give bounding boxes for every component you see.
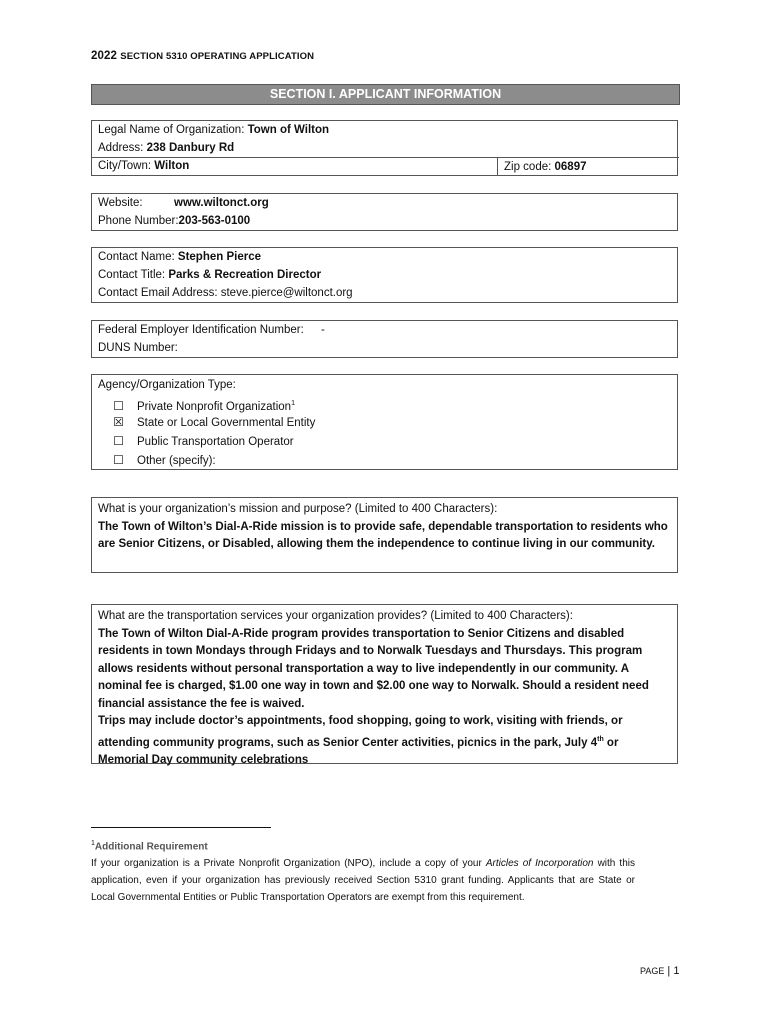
fein-row: Federal Employer Identification Number: - xyxy=(92,321,677,339)
title-year: 2022 xyxy=(91,50,117,62)
agency-type-label: Agency/Organization Type: xyxy=(98,379,236,391)
section-banner: SECTION I. APPLICANT INFORMATION xyxy=(91,84,680,105)
contact-title-value: Parks & Recreation Director xyxy=(168,269,322,281)
footnote-divider xyxy=(91,827,271,828)
services-answer-p2: Trips may include doctor’s appointments, food shopping, going to work, visiting with friends, or attending community programs, such as Senior Center activities, picnics in the park, July 4th or Memorial Day community celebrations xyxy=(98,715,623,766)
identifiers-box xyxy=(91,320,678,358)
services-box xyxy=(91,604,678,764)
footnote-heading: $^1$Additional Requirement xyxy=(91,840,208,853)
contact-name-value: Stephen Pierce xyxy=(177,251,261,263)
duns-row: DUNS Number: xyxy=(98,342,178,354)
phone-value: 203-563-0100 xyxy=(178,215,251,227)
contact-name-row: Contact Name: Stephen Pierce xyxy=(98,251,261,263)
checkbox-unchecked-icon[interactable]: ☐ xyxy=(113,434,124,448)
website-value[interactable]: www.wiltonct.org xyxy=(174,197,269,209)
checkbox-unchecked-icon[interactable]: ☐ xyxy=(113,398,124,413)
contact-email-value[interactable]: steve.pierce@wiltonct.org xyxy=(220,287,353,299)
contact-email-row: Contact Email Address: steve.pierce@wiltonct.org xyxy=(98,287,353,299)
mission-answer: The Town of Wilton’s Dial-A-Ride mission is to provide safe, dependable transportation to residents who are Senior Citizens, or Disabled, allowing them the independence to continue living in our community. xyxy=(98,520,668,550)
page-number: PAGE | 1 xyxy=(640,965,680,977)
mission-box xyxy=(91,497,678,573)
zip-cell: Zip code: 06897 xyxy=(497,157,679,175)
agency-type-box xyxy=(91,374,678,470)
checkbox-unchecked-icon[interactable]: ☐ xyxy=(113,453,124,467)
services-question: What are the transportation services your organization provides? (Limited to 400 Characters): xyxy=(98,610,573,622)
city-value: Wilton xyxy=(154,160,190,172)
agency-option-other[interactable]: ☐ Other (specify): xyxy=(92,451,677,470)
divider xyxy=(92,157,497,158)
title-text: SECTION 5310 OPERATING APPLICATION xyxy=(120,51,315,62)
phone-row: Phone Number:203-563-0100 xyxy=(98,215,251,227)
address-value: 238 Danbury Rd xyxy=(146,142,235,154)
contact-box xyxy=(91,247,678,303)
legal-name-value: Town of Wilton xyxy=(247,124,330,136)
legal-name-row: Legal Name of Organization: Town of Wilton xyxy=(98,124,330,136)
agency-option-private-nonprofit[interactable]: ☐ Private Nonprofit Organization$^1$ xyxy=(92,394,677,413)
website-phone-box xyxy=(91,193,678,231)
address-row: Address: 238 Danbury Rd xyxy=(98,142,235,154)
agency-option-state-local-gov[interactable]: ☒ State or Local Governmental Entity xyxy=(92,413,677,432)
services-answer-p1: The Town of Wilton Dial-A-Ride program provides transportation to Senior Citizens and disabled residents in town Mondays through Fridays and to Norwalk Tuesdays and Thursdays. This program allows residents without personal transportation a way to live independently in our community. A nominal fee is charged, $1.00 one way in town and $2.00 one way to Norwalk. Should a resident need financial assistance the fee is waived. xyxy=(98,627,649,710)
contact-title-row: Contact Title: Parks & Recreation Director xyxy=(98,269,322,281)
checkbox-checked-icon[interactable]: ☒ xyxy=(113,415,124,429)
mission-question: What is your organization’s mission and purpose? (Limited to 400 Characters): xyxy=(98,503,498,515)
document-title xyxy=(91,50,314,62)
city-row: City/Town: Wilton xyxy=(98,160,190,172)
footnote xyxy=(91,835,635,906)
footnote-text: If your organization is a Private Nonprofit Organization (NPO), include a copy of your Articles of Incorporation with this application, even if your organization has previously received Section 5310 grant funding. Applicants that are State or Local Governmental Entities or Public Transportation Operators are exempt from this requirement. xyxy=(91,858,635,904)
organization-box xyxy=(91,120,678,176)
agency-option-public-transportation[interactable]: ☐ Public Transportation Operator xyxy=(92,432,677,451)
website-row: Website: www.wiltonct.org xyxy=(98,197,269,209)
zip-value: 06897 xyxy=(554,161,587,173)
fein-value: - xyxy=(321,324,325,336)
